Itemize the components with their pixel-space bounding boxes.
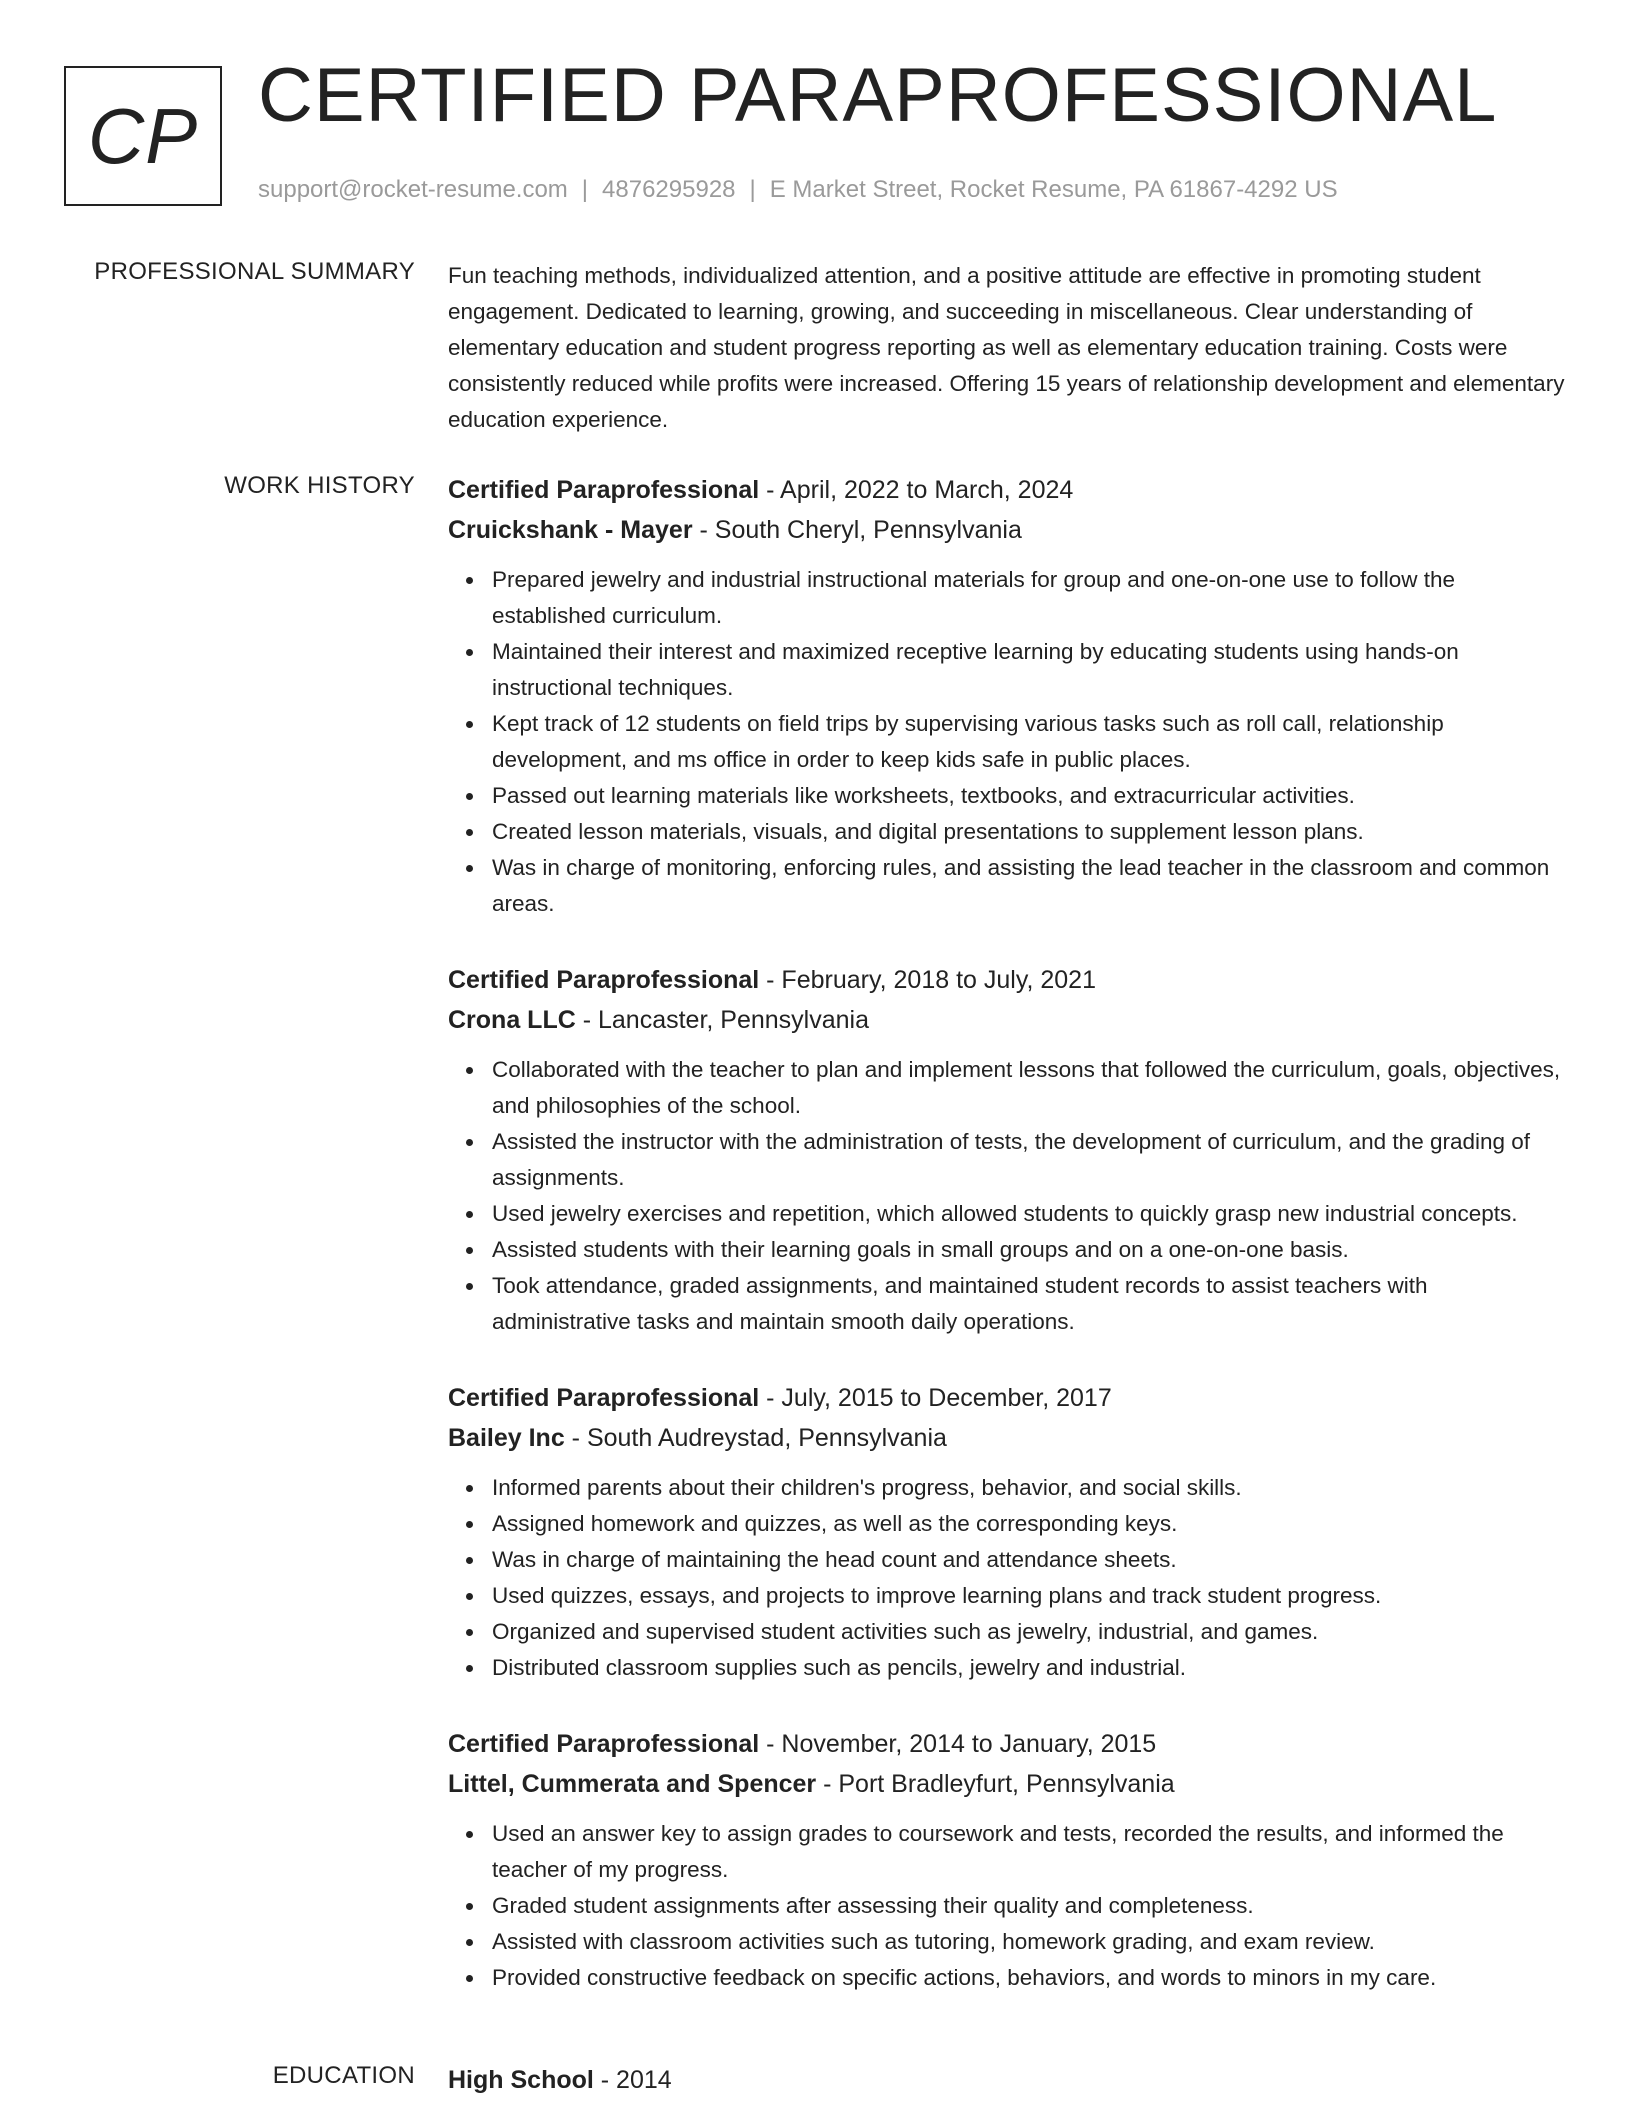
job-title-line [448, 1724, 1572, 1764]
job-bullet: Graded student assignments after assessing their quality and completeness. [492, 1888, 1572, 1924]
job-bullet: Distributed classroom supplies such as pencils, jewelry and industrial. [492, 1650, 1572, 1686]
job-bullet: Informed parents about their children's progress, behavior, and social skills. [492, 1470, 1572, 1506]
job-bullet: Kept track of 12 students on field trips by supervising various tasks such as roll call, relationship development, and ms office in order to keep kids safe in public places. [492, 706, 1572, 778]
job-location: - Lancaster, Pennsylvania [575, 1006, 870, 1034]
job-bullet: Prepared jewelry and industrial instructional materials for group and one-on-one use to follow the established curriculum. [492, 562, 1572, 634]
job-company: Cruickshank - Mayer [448, 516, 693, 544]
job-bullet-list [448, 1816, 1572, 1996]
job-entry [448, 1724, 1572, 1996]
job-bullet: Passed out learning materials like worksheets, textbooks, and extracurricular activities. [492, 778, 1572, 814]
work-history-heading: WORK HISTORY [224, 472, 415, 499]
job-bullet: Organized and supervised student activities such as jewelry, industrial, and games. [492, 1614, 1572, 1650]
monogram-logo: CP [64, 66, 222, 206]
job-bullet-list [448, 562, 1572, 922]
job-company: Littel, Cummerata and Spencer [448, 1770, 817, 1798]
job-bullet: Took attendance, graded assignments, and maintained student records to assist teachers with administrative tasks and maintain smooth daily operations. [492, 1268, 1572, 1340]
job-entry [448, 960, 1572, 1340]
summary-text: Fun teaching methods, individualized attention, and a positive attitude are effective in promoting student engagement. Dedicated to learning, growing, and succeeding in miscellaneous. Clear understanding of elementary education and student progress reporting as well as elementary education training. Costs were consistently reduced while profits were increased. Offering 15 years of relationship development and elementary education experience. [448, 263, 1565, 432]
job-bullet: Was in charge of monitoring, enforcing rules, and assisting the lead teacher in the classroom and common areas. [492, 850, 1572, 922]
job-bullet: Provided constructive feedback on specific actions, behaviors, and words to minors in my care. [492, 1960, 1572, 1996]
job-company: Crona LLC [448, 1006, 576, 1034]
contact-separator: | [581, 176, 589, 203]
job-company: Bailey Inc [448, 1424, 565, 1452]
contact-separator: | [749, 176, 756, 203]
candidate-name: CERTIFIED PARAPROFESSIONAL [258, 53, 1498, 138]
job-bullet: Used an answer key to assign grades to coursework and tests, recorded the results, and informed the teacher of my progress. [492, 1816, 1572, 1888]
job-company-line [448, 510, 1572, 550]
job-dates: - July, 2015 to December, 2017 [759, 1384, 1112, 1412]
job-location: - South Audreystad, Pennsylvania [564, 1424, 947, 1452]
job-bullet-list [448, 1470, 1572, 1686]
job-company-line [448, 1000, 1572, 1040]
education-heading: EDUCATION [272, 2062, 415, 2089]
job-company-line [448, 1418, 1572, 1458]
job-location: - Port Bradleyfurt, Pennsylvania [816, 1770, 1175, 1798]
job-bullet: Used quizzes, essays, and projects to improve learning plans and track student progress. [492, 1578, 1572, 1614]
education-degree: High School [448, 2066, 594, 2094]
job-bullet: Collaborated with the teacher to plan and implement lessons that followed the curriculum, goals, objectives, and philosophies of the school. [492, 1052, 1572, 1124]
job-bullet-list [448, 1052, 1572, 1340]
contact-address: E Market Street, Rocket Resume, PA 61867-4292 US [769, 176, 1338, 203]
job-title-line [448, 470, 1572, 510]
job-dates: - April, 2022 to March, 2024 [759, 476, 1074, 504]
contact-email: support@rocket-resume.com [258, 176, 568, 203]
job-bullet: Used jewelry exercises and repetition, which allowed students to quickly grasp new industrial concepts. [492, 1196, 1572, 1232]
job-bullet: Assisted the instructor with the administration of tests, the development of curriculum, and the grading of assignments. [492, 1124, 1572, 1196]
job-dates: - February, 2018 to July, 2021 [759, 966, 1096, 994]
job-bullet: Assisted with classroom activities such as tutoring, homework grading, and exam review. [492, 1924, 1572, 1960]
job-bullet: Was in charge of maintaining the head count and attendance sheets. [492, 1542, 1572, 1578]
job-bullet: Assisted students with their learning goals in small groups and on a one-on-one basis. [492, 1232, 1572, 1268]
job-title: Certified Paraprofessional [448, 1384, 760, 1412]
job-bullet: Created lesson materials, visuals, and digital presentations to supplement lesson plans. [492, 814, 1572, 850]
education-entry [448, 2060, 1572, 2100]
contact-line [258, 176, 1338, 204]
job-company-line [448, 1764, 1572, 1804]
job-title-line [448, 960, 1572, 1000]
job-dates: - November, 2014 to January, 2015 [759, 1730, 1157, 1758]
job-title: Certified Paraprofessional [448, 476, 760, 504]
job-entry [448, 470, 1572, 922]
job-title: Certified Paraprofessional [448, 1730, 760, 1758]
job-title-line [448, 1378, 1572, 1418]
job-entry [448, 1378, 1572, 1686]
contact-phone: 4876295928 [602, 176, 736, 203]
job-title: Certified Paraprofessional [448, 966, 760, 994]
job-location: - South Cheryl, Pennsylvania [692, 516, 1022, 544]
job-bullet: Assigned homework and quizzes, as well as the corresponding keys. [492, 1506, 1572, 1542]
job-bullet: Maintained their interest and maximized receptive learning by educating students using hands-on instructional techniques. [492, 634, 1572, 706]
summary-heading: PROFESSIONAL SUMMARY [94, 258, 415, 285]
education-year: - 2014 [593, 2066, 672, 2094]
